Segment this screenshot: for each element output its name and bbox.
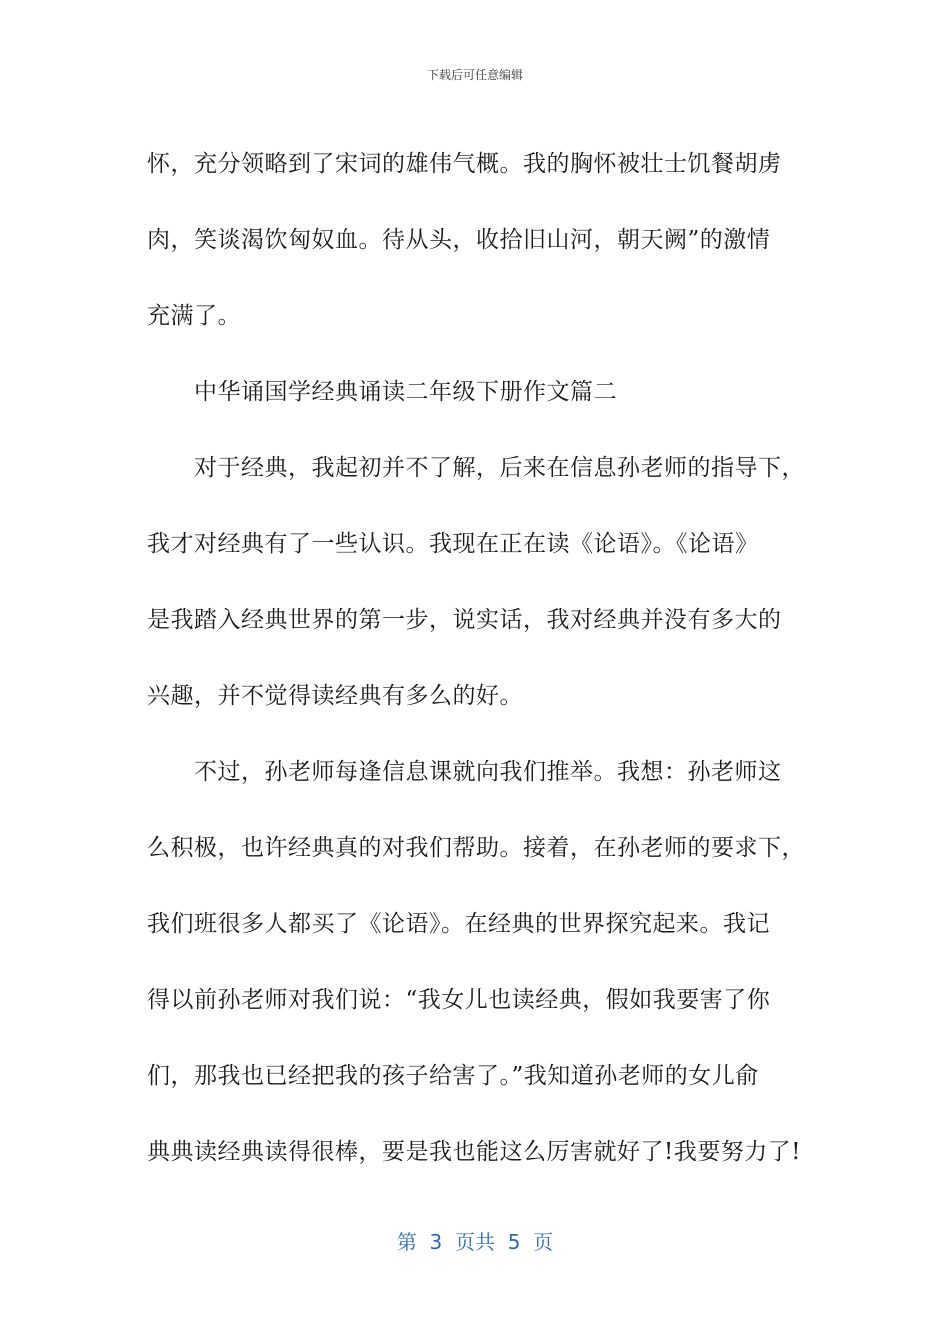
text-line: 典典读经典读得很棒，要是我也能这么厉害就好了!我要努力了! (147, 1139, 801, 1165)
text-line: 充满了。 (147, 303, 241, 329)
text-line: 们，那我也已经把我的孩子给害了。”我知道孙老师的女儿俞 (147, 1063, 759, 1089)
text-line: 兴趣，并不觉得读经典有多么的好。 (147, 683, 523, 709)
text-line: 肉，笑谈渴饮匈奴血。待从头，收拾旧山河，朝天阙”的激情 (147, 227, 771, 253)
document-body (147, 126, 817, 1190)
section-heading: 中华诵国学经典诵读二年级下册作文篇二 (194, 379, 617, 405)
text-line: 是我踏入经典世界的第一步，说实话，我对经典并没有多大的 (147, 607, 782, 633)
header-note: 下载后可任意编辑 (426, 68, 523, 82)
page-number: 第 3 页共 5 页 (396, 1230, 554, 1254)
text-line: 不过，孙老师每逢信息课就向我们推举。我想：孙老师这 (194, 759, 782, 785)
text-line: 我才对经典有了一些认识。我现在正在读《论语》。《论语》 (147, 531, 759, 557)
text-line: 么积极，也许经典真的对我们帮助。接着，在孙老师的要求下， (147, 835, 805, 861)
text-line: 得以前孙老师对我们说：“我女儿也读经典，假如我要害了你 (147, 987, 771, 1013)
text-line: 怀，充分领略到了宋词的雄伟气概。我的胸怀被壮士饥餐胡虏 (147, 151, 782, 177)
text-line: 我们班很多人都买了《论语》。在经典的世界探究起来。我记 (147, 911, 770, 937)
text-line: 对于经典，我起初并不了解，后来在信息孙老师的指导下， (194, 455, 805, 481)
